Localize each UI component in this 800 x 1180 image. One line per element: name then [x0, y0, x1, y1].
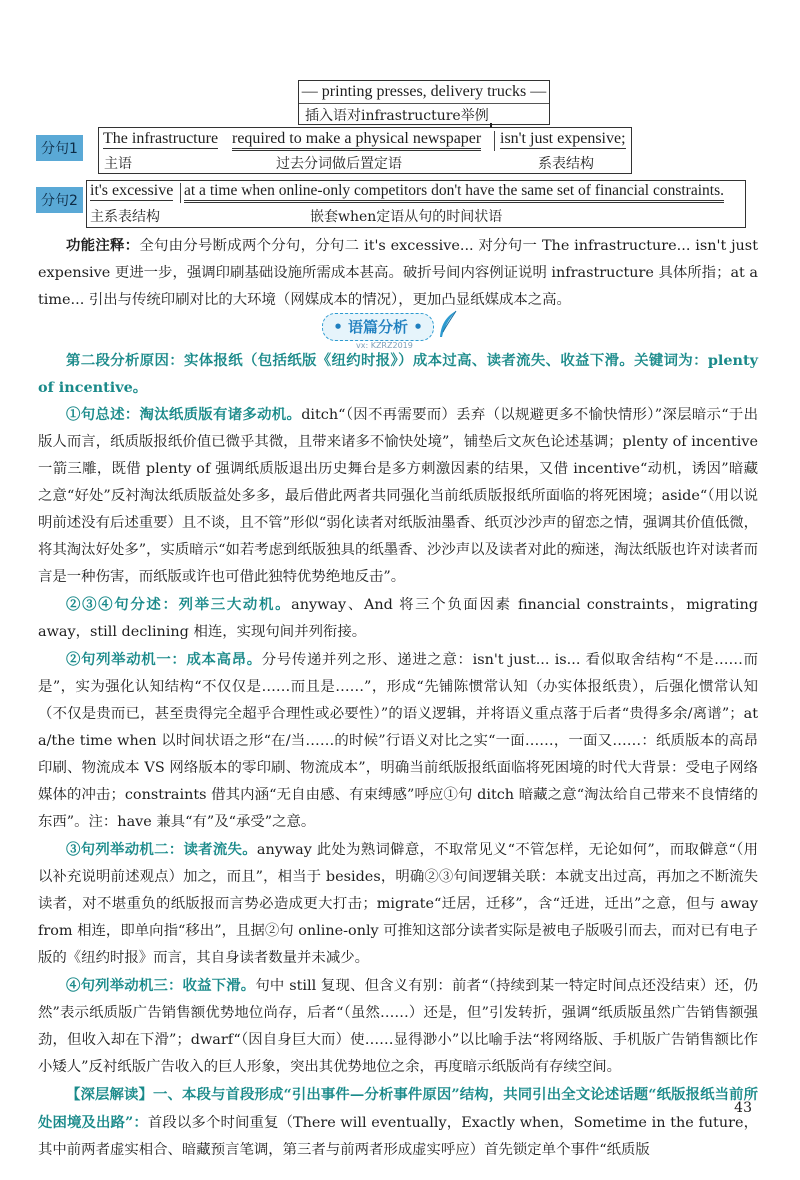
- paragraph-3: [38, 646, 758, 836]
- clause1-tag: 分句1: [36, 135, 83, 161]
- paragraph-5: [38, 972, 758, 1081]
- paragraph-4-head: ③句列举动机二：读者流失。: [66, 841, 257, 858]
- paragraph-4-text: anyway 此处为熟词僻意，不取常见义“不管怎样，无论如何”，而取僻意“（用以补充说明前述观点）加之，而且”，相当于 besides，明确②③句间逻辑关联：本就支出过高，再加之不断流失读者，对不堪重负的纸版报而言势必造成更大打击；migrate“迁居，迁移”，含“迁进，迁出”之意，但与 away from 相连，即单向指“移出”，且据②句 online-only 可推知这部分读者实际是被电子版吸引而去，而对已有电子版的《纽约时报》而言，其自身读者数量并未减少。: [38, 842, 758, 966]
- divider: [494, 131, 495, 151]
- paragraph-6: [38, 1081, 758, 1164]
- watermark: vx: KZRZ2019: [356, 341, 413, 350]
- clause2-main-note: 主系表结构: [90, 209, 160, 225]
- analysis-body: [38, 347, 758, 1164]
- function-note-text: 全句由分号断成两个分句，分句二 it's excessive... 对分句一 The infrastructure... isn't just expensive 更进一步，强调印刷基础设施所需成本甚高。破折号间内容例证说明 infrastructure 具体所指；at a time... 引出与传统印刷对比的大环境（网媒成本的情况），更加凸显纸媒成本之高。: [38, 238, 758, 308]
- insertion-note: 插入语对infrastructure举例: [305, 108, 489, 124]
- paragraph-5-head: ④句列举动机三：收益下滑。: [66, 977, 256, 994]
- paragraph-2-head: ②③④句分述：列举三大动机。: [66, 596, 292, 613]
- section-badge: • 语篇分析 •: [322, 313, 434, 341]
- paragraph-1-text: ditch“（因不再需要而）丢弃（以规避更多不愉快情形）”深层暗示“于出版人而言，纸质版报纸价值已微乎其微，且带来诸多不愉快处境”，铺垫后文灰色论述基调；plenty of incentive 一箭三雕，既借 plenty of 强调纸质版退出历史舞台是多方刺激因素的结果，又借 incentive“动机，诱因”暗藏之意“好处”反衬淘汰纸质版益处多多，最后借此两者共同强化当前纸质版报纸所面临的将死困境；aside“（用以说明前述没有后述重要）且不谈，且不管”形似“弱化读者对纸版油墨香、纸页沙沙声的留恋之情，强调其价值低微，将其淘汰好处多”，实质暗示“如若考虑到纸版独具的纸墨香、沙沙声以及读者对此的痴迷，淘汰纸版也许对读者而言是一种伤害，而纸版或许也可借此独特优势绝地反击”。: [38, 407, 758, 585]
- clause2-tag: 分句2: [36, 187, 83, 213]
- clause1-modifier-note: 过去分词做后置定语: [276, 156, 402, 172]
- clause2-main: it's excessive: [90, 182, 174, 199]
- page-number: 43: [734, 1100, 752, 1116]
- paragraph-2: [38, 591, 758, 646]
- insertion-phrase: — printing presses, delivery trucks —: [301, 83, 547, 100]
- function-note: [38, 232, 758, 314]
- paragraph-1-head: ①句总述：淘汰纸质版有诸多动机。: [66, 406, 302, 423]
- clause1-subject: The infrastructure: [103, 130, 219, 147]
- paragraph-6-text: 首段以多个时间重复（There will eventually，Exactly when，Sometime in the future，其中前两者虚实相合、暗藏预言笔调，第三者与前两者形成虚实呼应）首先锁定单个事件“纸质版: [38, 1115, 758, 1158]
- paragraph-6-head: 【深层解读】一、本段与首段形成“引出事件—分析事件原因”结构，共同引出全文论述话题“纸版报纸当前所处困境及出路”：: [38, 1086, 758, 1131]
- intro-paragraph: 第二段分析原因：实体报纸（包括纸版《纽约时报》）成本过高、读者流失、收益下滑。关键词为：plenty of incentive。: [38, 352, 758, 396]
- paragraph-2-text: anyway、And 将三个负面因素 financial constraints，migrating away，still declining 相连，实现句间并列衔接。: [38, 597, 758, 640]
- paragraph-5-text: 句中 still 复现、但含义有别：前者“（持续到某一特定时间点还没结束）还，仍然”表示纸质版广告销售额优势地位尚存，后者“（虽然……）还是，但”引发转折，强调“纸质版虽然广告销售额强劲，但收入却在下滑”；dwarf“（因自身巨大而）使……显得渺小”以比喻手法“将网络版、手机版广告销售额比作小矮人”反衬纸版广告收入的巨人形象，突出其优势地位之余，再度暗示纸版尚有存续空间。: [38, 978, 758, 1075]
- insertion-box: [298, 80, 550, 125]
- divider: [180, 183, 181, 203]
- clause1-predicate: isn't just expensive;: [500, 130, 626, 147]
- clause1-predicate-note: 系表结构: [538, 156, 594, 172]
- quill-icon: [436, 310, 460, 344]
- paragraph-4: [38, 836, 758, 972]
- clause1-modifier: required to make a physical newspaper: [232, 130, 481, 151]
- paragraph-3-text: 分号传递并列之形、递进之意：isn't just... is... 看似取舍结构“不是……而是”，实为强化认知结构“不仅仅是……而且是……”，形成“先铺陈惯常认知（办实体报纸贵），后强化惯常认知（不仅是贵而已，甚至贵得完全超乎合理性或必要性）”的语义逻辑，并将语义重点落于后者“贵得多余/离谱”；at a/the time when 以时间状语之形“在/当……的时候”行语义对比之实“一面……，一面又……：纸质版本的高昂印刷、物流成本 VS 网络版本的零印刷、物流成本”，明确当前纸版报纸面临将死困境的时代大背景：受电子网络媒体的冲击；constraints 借其内涵“无自由感、有束缚感”呼应①句 ditch 暗藏之意“淘汰给自己带来不良情绪的东西”。注：have 兼具“有”及“承受”之意。: [38, 652, 758, 830]
- paragraph-1: [38, 401, 758, 591]
- clause2-clause: at a time when online-only competitors don't have the same set of financial constraints.: [184, 182, 724, 203]
- clause2-clause-note: 嵌套when定语从句的时间状语: [310, 209, 503, 225]
- clause1-subject-note: 主语: [104, 156, 132, 172]
- function-note-label: 功能注释：: [66, 237, 140, 254]
- paragraph-3-head: ②句列举动机一：成本高昂。: [66, 651, 262, 668]
- divider: [299, 103, 549, 104]
